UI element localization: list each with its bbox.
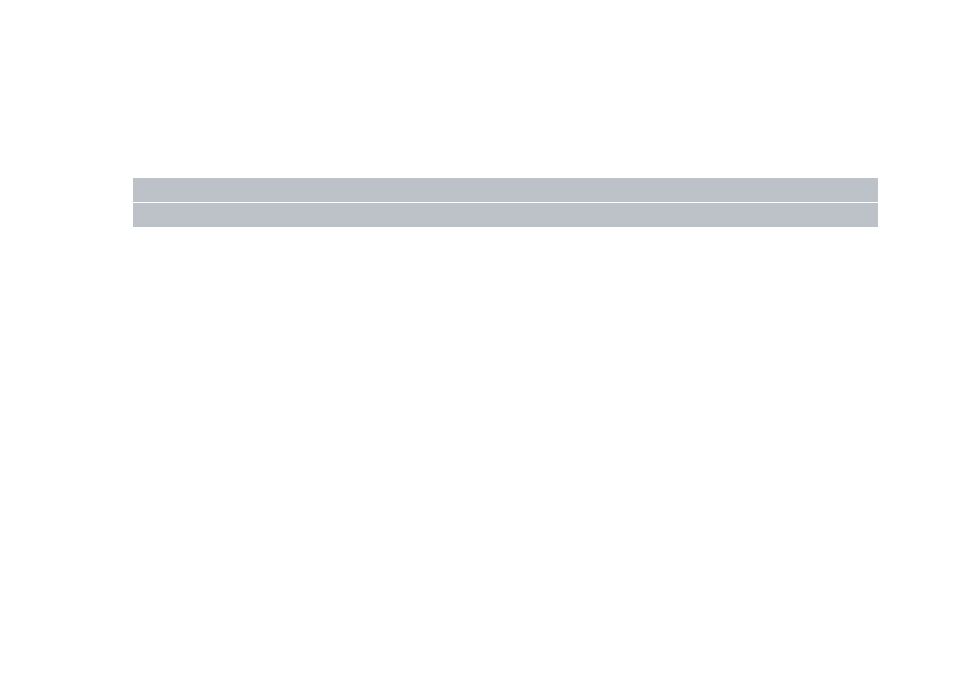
section-side-tab (80, 60, 110, 270)
years-header-row (133, 203, 878, 227)
watermark (620, 646, 960, 683)
maintenance-schedule-table (133, 178, 878, 616)
km-header-row (133, 178, 878, 202)
